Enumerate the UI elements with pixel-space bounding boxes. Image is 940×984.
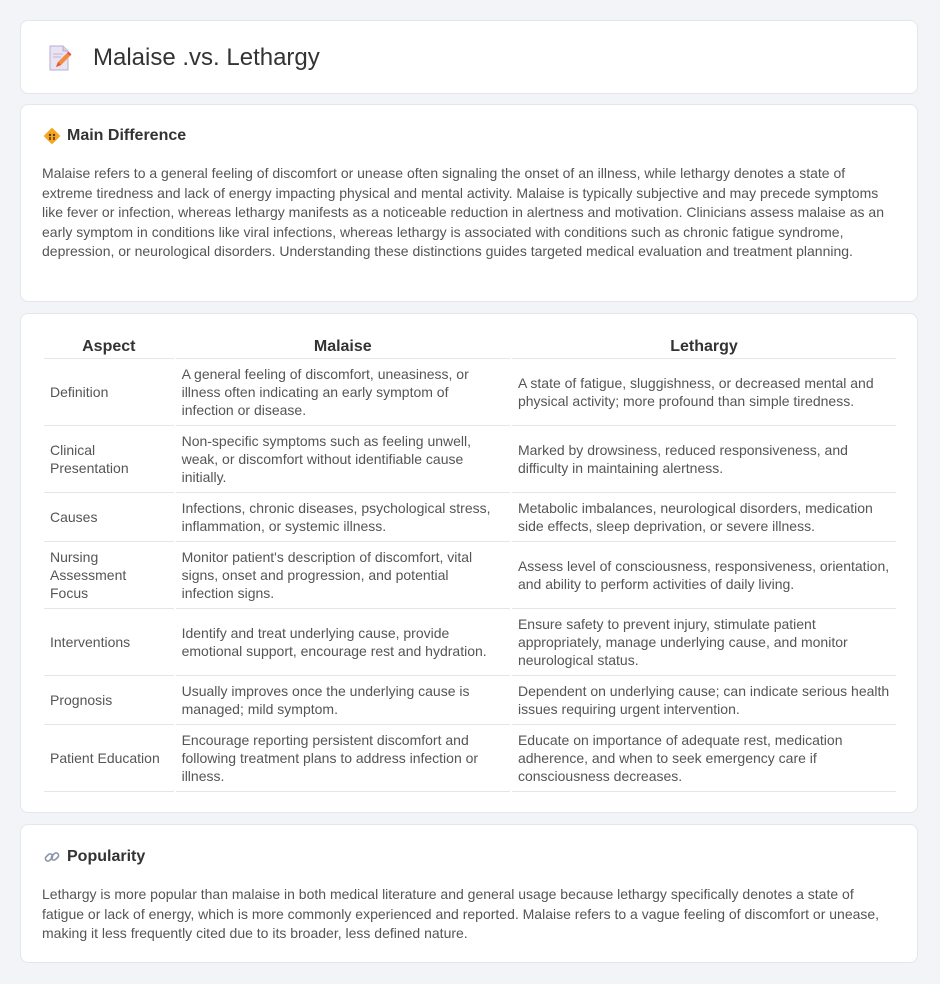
popularity-title: Popularity bbox=[67, 848, 146, 865]
popularity-card bbox=[20, 824, 918, 963]
table-row bbox=[44, 359, 896, 426]
link-icon bbox=[43, 848, 61, 866]
table-row bbox=[44, 542, 896, 609]
table-header-row bbox=[44, 336, 896, 359]
table-row bbox=[44, 426, 896, 493]
comparison-table bbox=[42, 336, 898, 792]
cell-malaise: Usually improves once the underlying cause is managed; mild symptom. bbox=[176, 676, 510, 725]
table-row bbox=[44, 493, 896, 542]
cell-aspect: Nursing Assessment Focus bbox=[44, 542, 174, 609]
cell-lethargy: Dependent on underlying cause; can indicate serious health issues requiring urgent intervention. bbox=[512, 676, 896, 725]
cell-aspect: Causes bbox=[44, 493, 174, 542]
cell-malaise: Identify and treat underlying cause, provide emotional support, encourage rest and hydration. bbox=[176, 609, 510, 676]
cell-aspect: Clinical Presentation bbox=[44, 426, 174, 493]
main-difference-card bbox=[20, 104, 918, 302]
cell-malaise: Monitor patient's description of discomfort, vital signs, onset and progression, and potential infection signs. bbox=[176, 542, 510, 609]
main-difference-header bbox=[43, 127, 186, 145]
main-difference-title: Main Difference bbox=[67, 127, 187, 144]
comparison-card bbox=[20, 313, 918, 813]
column-header-malaise: Malaise bbox=[176, 336, 510, 359]
cell-lethargy: A state of fatigue, sluggishness, or decreased mental and physical activity; more profound than simple tiredness. bbox=[512, 359, 896, 426]
column-header-lethargy: Lethargy bbox=[512, 336, 896, 359]
cell-aspect: Prognosis bbox=[44, 676, 174, 725]
popularity-header bbox=[43, 848, 145, 866]
cell-lethargy: Educate on importance of adequate rest, medication adherence, and when to seek emergency care if consciousness decreases. bbox=[512, 725, 896, 792]
main-difference-text: Malaise refers to a general feeling of discomfort or unease often signaling the onset of an illness, while lethargy denotes a state of extreme tiredness and lack of energy impacting physical and mental activity. Malaise is typically subjective and may precede symptoms like fever or infection, whereas lethargy manifests as a noticeable reduction in alertness and motivation. Clinicians assess malaise as an early symptom in conditions like viral infections, whereas lethargy is associated with conditions such as chronic fatigue syndrome, depression, or neurological disorders. Understanding these distinctions guides targeted medical evaluation and treatment planning. bbox=[42, 165, 884, 259]
cell-aspect: Patient Education bbox=[44, 725, 174, 792]
cell-lethargy: Marked by drowsiness, reduced responsiveness, and difficulty in maintaining alertness. bbox=[512, 426, 896, 493]
cell-lethargy: Metabolic imbalances, neurological disorders, medication side effects, sleep deprivation, or severe illness. bbox=[512, 493, 896, 542]
table-row bbox=[44, 609, 896, 676]
page-title: Malaise .vs. Lethargy bbox=[93, 44, 320, 71]
cell-aspect: Interventions bbox=[44, 609, 174, 676]
cell-malaise: Encourage reporting persistent discomfort and following treatment plans to address infection or illness. bbox=[176, 725, 510, 792]
cell-malaise: A general feeling of discomfort, uneasiness, or illness often indicating an early symptom of infection or disease. bbox=[176, 359, 510, 426]
cell-aspect: Definition bbox=[44, 359, 174, 426]
cell-lethargy: Ensure safety to prevent injury, stimulate patient appropriately, manage underlying cause, and monitor neurological status. bbox=[512, 609, 896, 676]
cell-malaise: Infections, chronic diseases, psychological stress, inflammation, or systemic illness. bbox=[176, 493, 510, 542]
table-row bbox=[44, 725, 896, 792]
diamond-sign-icon bbox=[43, 127, 61, 145]
table-row bbox=[44, 676, 896, 725]
header-card bbox=[20, 20, 918, 94]
document-edit-icon bbox=[47, 44, 73, 72]
cell-malaise: Non-specific symptoms such as feeling unwell, weak, or discomfort without identifiable cause initially. bbox=[176, 426, 510, 493]
cell-lethargy: Assess level of consciousness, responsiveness, orientation, and ability to perform activities of daily living. bbox=[512, 542, 896, 609]
popularity-text: Lethargy is more popular than malaise in both medical literature and general usage because lethargy specifically denotes a state of fatigue or lack of energy, which is more commonly experienced and reported. Malaise refers to a vague feeling of discomfort or unease, making it less frequently cited due to its broader, less defined nature. bbox=[42, 886, 880, 941]
column-header-aspect: Aspect bbox=[44, 336, 174, 359]
